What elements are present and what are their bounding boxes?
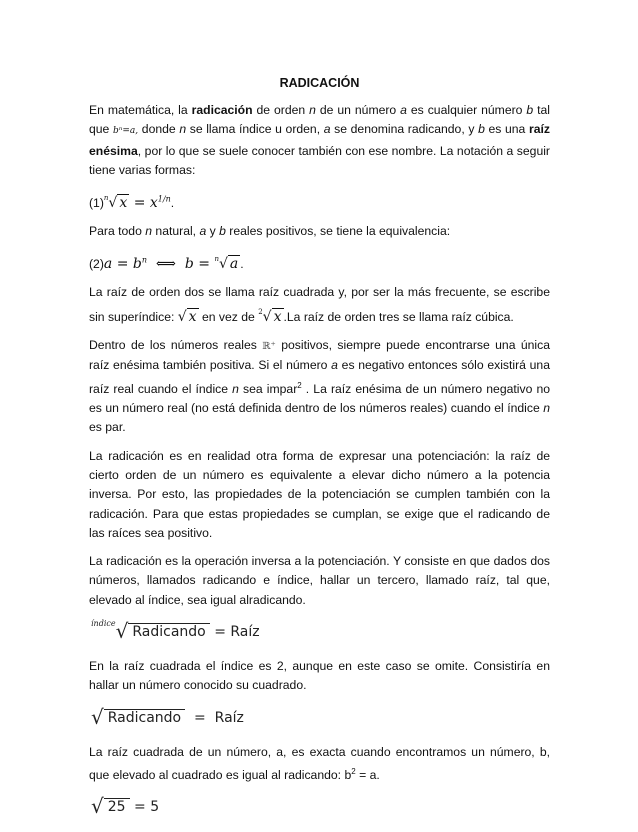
formula-rhs: = x (129, 195, 158, 212)
text: .La raíz de orden tres se llama raíz cúbica. (283, 309, 514, 324)
text: natural, (152, 224, 200, 239)
radical-sign-icon: √ (108, 195, 118, 212)
text: . (240, 257, 244, 272)
var-n: n (543, 401, 550, 416)
formula-label: (2) (89, 257, 104, 272)
text: En matemática, la (89, 103, 192, 117)
radicand: x (273, 308, 282, 325)
text: . (170, 196, 175, 211)
inline-formula-power: bⁿ=a, (112, 126, 139, 137)
text: , por lo que se suele conocer también con ese nombre. La notación a seguir tiene varias formas: (89, 143, 550, 177)
radicand: x (119, 195, 128, 212)
term-raiz-enesima: raíz enésima (89, 122, 550, 158)
var-a: a (331, 358, 338, 373)
var-b: b (526, 103, 534, 117)
exponent: 2 (351, 766, 356, 776)
text: se llama índice u orden, (186, 122, 324, 137)
equivalence-arrow-icon: ⟺ (147, 256, 185, 273)
footnote-ref: 2 (297, 380, 302, 390)
paragraph-raiz-exacta (89, 743, 550, 786)
document-title: RADICACIÓN (279, 76, 360, 90)
formula-rhs: = 5 (129, 799, 160, 816)
paragraph-potenciacion: La radicación es en realidad otra forma de expresar una potenciación: la raíz de cierto orden de un número es equivalente a elevar dicho número a la potencia inversa. Por esto, las propiedades de la potenciación se cumplen también con la radicación. Para que estas propiedades se cumplan, se exige que el radicando de las raíces sea positivo. (89, 448, 550, 540)
text: . La raíz enésima de un número negativo no es un número real (no está definida dentro de los números reales) cuando el índice (89, 381, 550, 416)
radical-sign-icon: √ (262, 308, 272, 325)
paragraph-square-root (89, 283, 550, 327)
var-n: n (145, 224, 153, 239)
text: positivos, siempre puede encontrarse una única raíz enésima también positiva. Si el número (89, 338, 551, 373)
formula-label: (1) (89, 196, 104, 211)
var-a: a (400, 103, 407, 117)
text: y (206, 224, 220, 239)
formula-rhs: = Raíz (209, 624, 260, 640)
paragraph-definition (89, 101, 550, 180)
term-radicacion: radicación (191, 103, 253, 117)
var-a: a (323, 122, 331, 137)
radical-sign-icon: √ (91, 794, 104, 819)
text: es par. (89, 420, 126, 435)
radical-sign-icon: √ (219, 256, 228, 273)
exponent: n (141, 255, 148, 265)
var-n: n (232, 381, 239, 396)
formula-2-expression (104, 256, 240, 272)
text: es una (484, 122, 529, 137)
text: Dentro de los números reales (89, 338, 263, 353)
exponent: 1/n (157, 194, 171, 204)
inline-sqrt (178, 308, 199, 325)
var-n: n (179, 122, 187, 137)
text: sea impar (238, 381, 298, 396)
radicand: Radicando (104, 709, 185, 726)
inline-root-2 (258, 309, 283, 325)
root-index: índice (91, 619, 116, 628)
text: es negativo entonces sólo existirá una raíz real cuando el índice (89, 358, 550, 396)
radical-sign-icon: √ (91, 704, 104, 729)
display-formula-square-root (91, 705, 550, 729)
paragraph-raiz-cuadrada: En la raíz cuadrada el índice es 2, aunque en este caso se omite. Consistiría en hallar un número conocido su cuadrado. (89, 659, 550, 693)
var-a: a (199, 224, 207, 239)
paragraph-operacion-inversa: La radicación es la operación inversa a la potenciación. Y consiste en que dados dos números, llamados radicando e índice, hallar un tercero, llamado raíz, tal que, elevado al índice, sea igual alradicando. (89, 554, 550, 607)
formula-1-expression (104, 195, 171, 211)
radicand: 25 (104, 798, 130, 815)
radicand: x (188, 308, 197, 325)
display-formula-root-general (91, 619, 550, 643)
radical-sign-icon: √ (177, 308, 187, 325)
text: en vez de (198, 309, 259, 324)
var-b: b (478, 122, 485, 137)
display-formula-example (91, 794, 550, 818)
var-b: b (219, 224, 226, 239)
text: reales positivos, se tiene la equivalencia: (225, 224, 451, 239)
radical-sign-icon: √ (115, 619, 129, 643)
document-page (89, 76, 550, 832)
text: se denomina radicando, y (330, 122, 479, 137)
text: de un número (315, 103, 401, 117)
radicand: a (229, 256, 239, 273)
text: La raíz de orden dos se llama raíz cuadrada y, por ser la más frecuente, se escribe sin superíndice: (89, 285, 550, 324)
radicand: Radicando (128, 623, 209, 640)
text: de orden (252, 103, 310, 117)
text: es cualquier número (406, 103, 527, 117)
var-n: n (309, 103, 316, 117)
paragraph-real-numbers (89, 336, 550, 438)
root-index: 2 (258, 307, 263, 316)
formula-rhs: = Raíz (185, 709, 244, 726)
formula-1 (89, 189, 550, 213)
formula-rhs: b = (184, 256, 215, 273)
formula-lhs: a = b (103, 256, 142, 273)
text: Para todo (89, 224, 146, 239)
text: tal que (89, 103, 551, 137)
paragraph-equivalence (89, 222, 550, 241)
root-index: n (103, 194, 109, 203)
formula-2 (89, 250, 550, 274)
text: donde (138, 122, 180, 137)
text: La raíz cuadrada de un número, a, es exacta cuando encontramos un número, b, que elevado al cuadrado es igual al radicando: b (89, 744, 550, 782)
text: = a. (355, 767, 380, 782)
root-index: n (214, 255, 219, 264)
reals-symbol: ℝ⁺ (262, 341, 276, 353)
